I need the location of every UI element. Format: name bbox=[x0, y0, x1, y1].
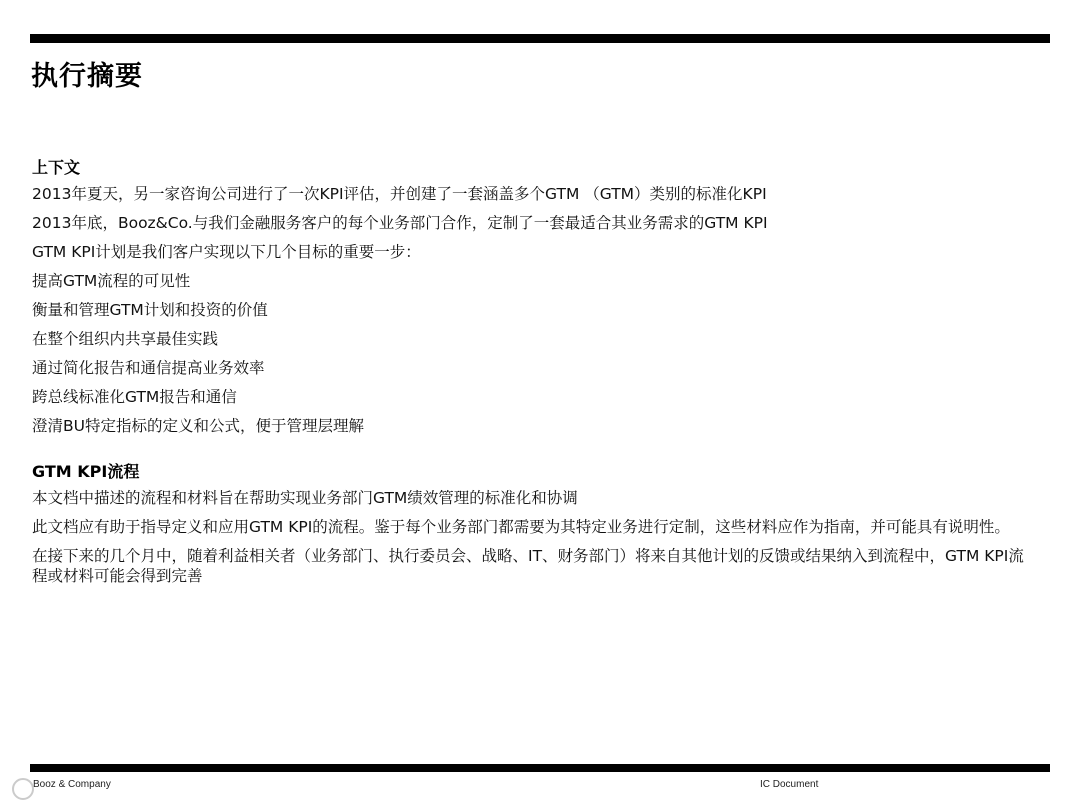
footer-company: Booz & Company bbox=[33, 779, 111, 790]
section-context bbox=[32, 158, 1032, 436]
document-body bbox=[32, 158, 1032, 612]
paragraph: 本文档中描述的流程和材料旨在帮助实现业务部门GTM绩效管理的标准化和协调 bbox=[32, 489, 578, 507]
bottom-rule bbox=[30, 764, 1050, 772]
paragraph: 在整个组织内共享最佳实践 bbox=[32, 330, 219, 348]
watermark-logo-icon bbox=[12, 778, 34, 800]
paragraph: 跨总线标准化GTM报告和通信 bbox=[32, 388, 237, 406]
paragraph: 衡量和管理GTM计划和投资的价值 bbox=[32, 301, 268, 319]
paragraph: 通过简化报告和通信提高业务效率 bbox=[32, 359, 265, 377]
paragraph: 2013年夏天，另一家咨询公司进行了一次KPI评估，并创建了一套涵盖多个GTM （GTM）类别的标准化KPI bbox=[32, 185, 767, 203]
section-heading: 上下文 bbox=[32, 158, 81, 177]
section-heading: GTM KPI流程 bbox=[32, 462, 140, 481]
paragraph: 此文档应有助于指导定义和应用GTM KPI的流程。鉴于每个业务部门都需要为其特定业务进行定制，这些材料应作为指南，并可能具有说明性。 bbox=[32, 518, 1010, 536]
top-rule bbox=[30, 34, 1050, 43]
paragraph: 2013年底，Booz&Co.与我们金融服务客户的每个业务部门合作，定制了一套最适合其业务需求的GTM KPI bbox=[32, 214, 768, 232]
section-gtm-kpi-process bbox=[32, 462, 1032, 586]
watermark bbox=[12, 778, 34, 800]
paragraph: GTM KPI计划是我们客户实现以下几个目标的重要一步： bbox=[32, 243, 421, 261]
paragraph: 提高GTM流程的可见性 bbox=[32, 272, 191, 290]
footer-document-label: IC Document bbox=[760, 779, 819, 790]
page-title: 执行摘要 bbox=[31, 61, 143, 92]
paragraph: 澄清BU特定指标的定义和公式，便于管理层理解 bbox=[32, 417, 364, 435]
paragraph: 在接下来的几个月中，随着利益相关者（业务部门、执行委员会、战略、IT、财务部门）将来自其他计划的反馈或结果纳入到流程中，GTM KPI流程或材料可能会得到完善 bbox=[32, 547, 1024, 585]
